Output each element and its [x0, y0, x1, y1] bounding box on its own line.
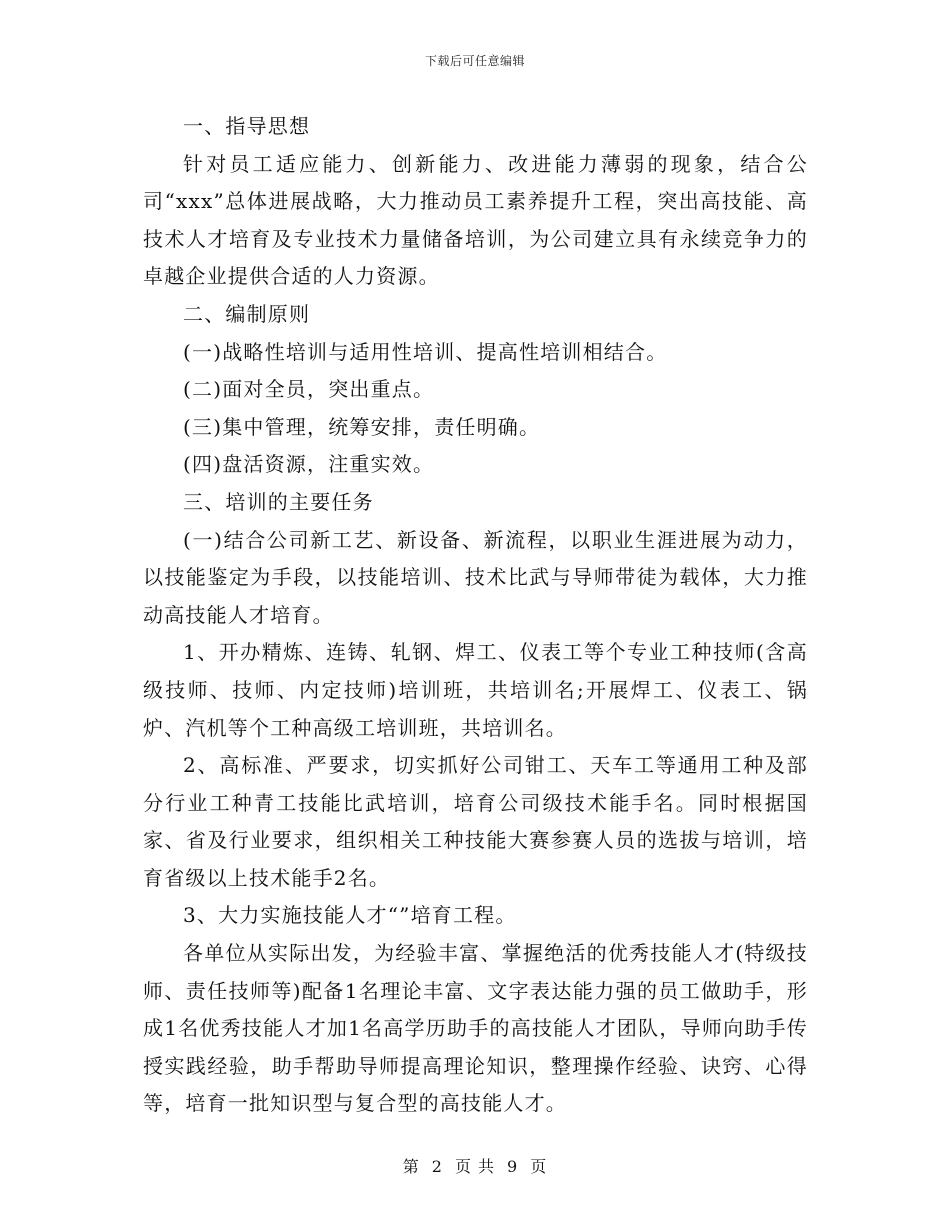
page-prefix: 第 — [402, 1157, 420, 1176]
page-mid: 页 共 — [454, 1157, 496, 1176]
principle-item-3: (三)集中管理，统筹安排，责任明确。 — [183, 414, 541, 439]
principle-item-4: (四)盘活资源，注重实效。 — [183, 452, 435, 477]
task-item-3-detail: 各单位从实际出发，为经验丰富、掌握绝活的优秀技能人才(特级技师、责任技师等)配备1名理论丰富、文字表达能力强的员工做助手，形成1名优秀技能人才加1名高学历助手的高技能人才团队，导师向助手传授实践经验，助手帮助导师提高理论知识，整理操作经验、诀窍、心得等，培育一批知识型与复合型的高技能人才。 — [143, 941, 808, 1116]
task-item-2: 2、高标准、严要求，切实抓好公司钳工、天车工等通用工种及部分行业工种青工技能比武培训，培育公司级技术能手名。同时根据国家、省及行业要求，组织相关工种技能大赛参赛人员的选拔与培训，培育省级以上技术能手2名。 — [143, 753, 808, 890]
page-total: 9 — [507, 1157, 519, 1176]
task-item-1: 1、开办精炼、连铸、轧钢、焊工、仪表工等个专业工种技师(含高级技师、技师、内定技师)培训班，共培训名;开展焊工、仪表工、锅炉、汽机等个工种高级工培训班，共培训名。 — [143, 640, 808, 740]
paragraph-guiding-ideology: 针对员工适应能力、创新能力、改进能力薄弱的现象，结合公司“xxx”总体进展战略，大力推动员工素养提升工程，突出高技能、高技术人才培育及专业技术力量储备培训，为公司建立具有永续竞争力的卓越企业提供合适的人力资源。 — [143, 151, 808, 289]
page-current: 2 — [431, 1157, 443, 1176]
principle-item-1: (一)战略性培训与适用性培训、提高性培训相结合。 — [183, 339, 668, 364]
heading-main-tasks: 三、培训的主要任务 — [183, 489, 374, 514]
document-body — [143, 108, 808, 1123]
heading-guiding-ideology: 一、指导思想 — [183, 114, 311, 138]
page-footer — [0, 1154, 950, 1177]
heading-compilation-principles: 二、编制原则 — [183, 301, 311, 326]
task-item-3: 3、大力实施技能人才“”培育工程。 — [183, 903, 517, 928]
page-suffix: 页 — [530, 1157, 548, 1176]
page-header: 下载后可任意编辑 — [424, 54, 525, 68]
principle-item-2: (二)面对全员，突出重点。 — [183, 377, 435, 402]
task-section-1: (一)结合公司新工艺、新设备、新流程，以职业生涯进展为动力，以技能鉴定为手段，以技能培训、技术比武与导师带徒为载体，大力推动高技能人才培育。 — [143, 527, 808, 627]
